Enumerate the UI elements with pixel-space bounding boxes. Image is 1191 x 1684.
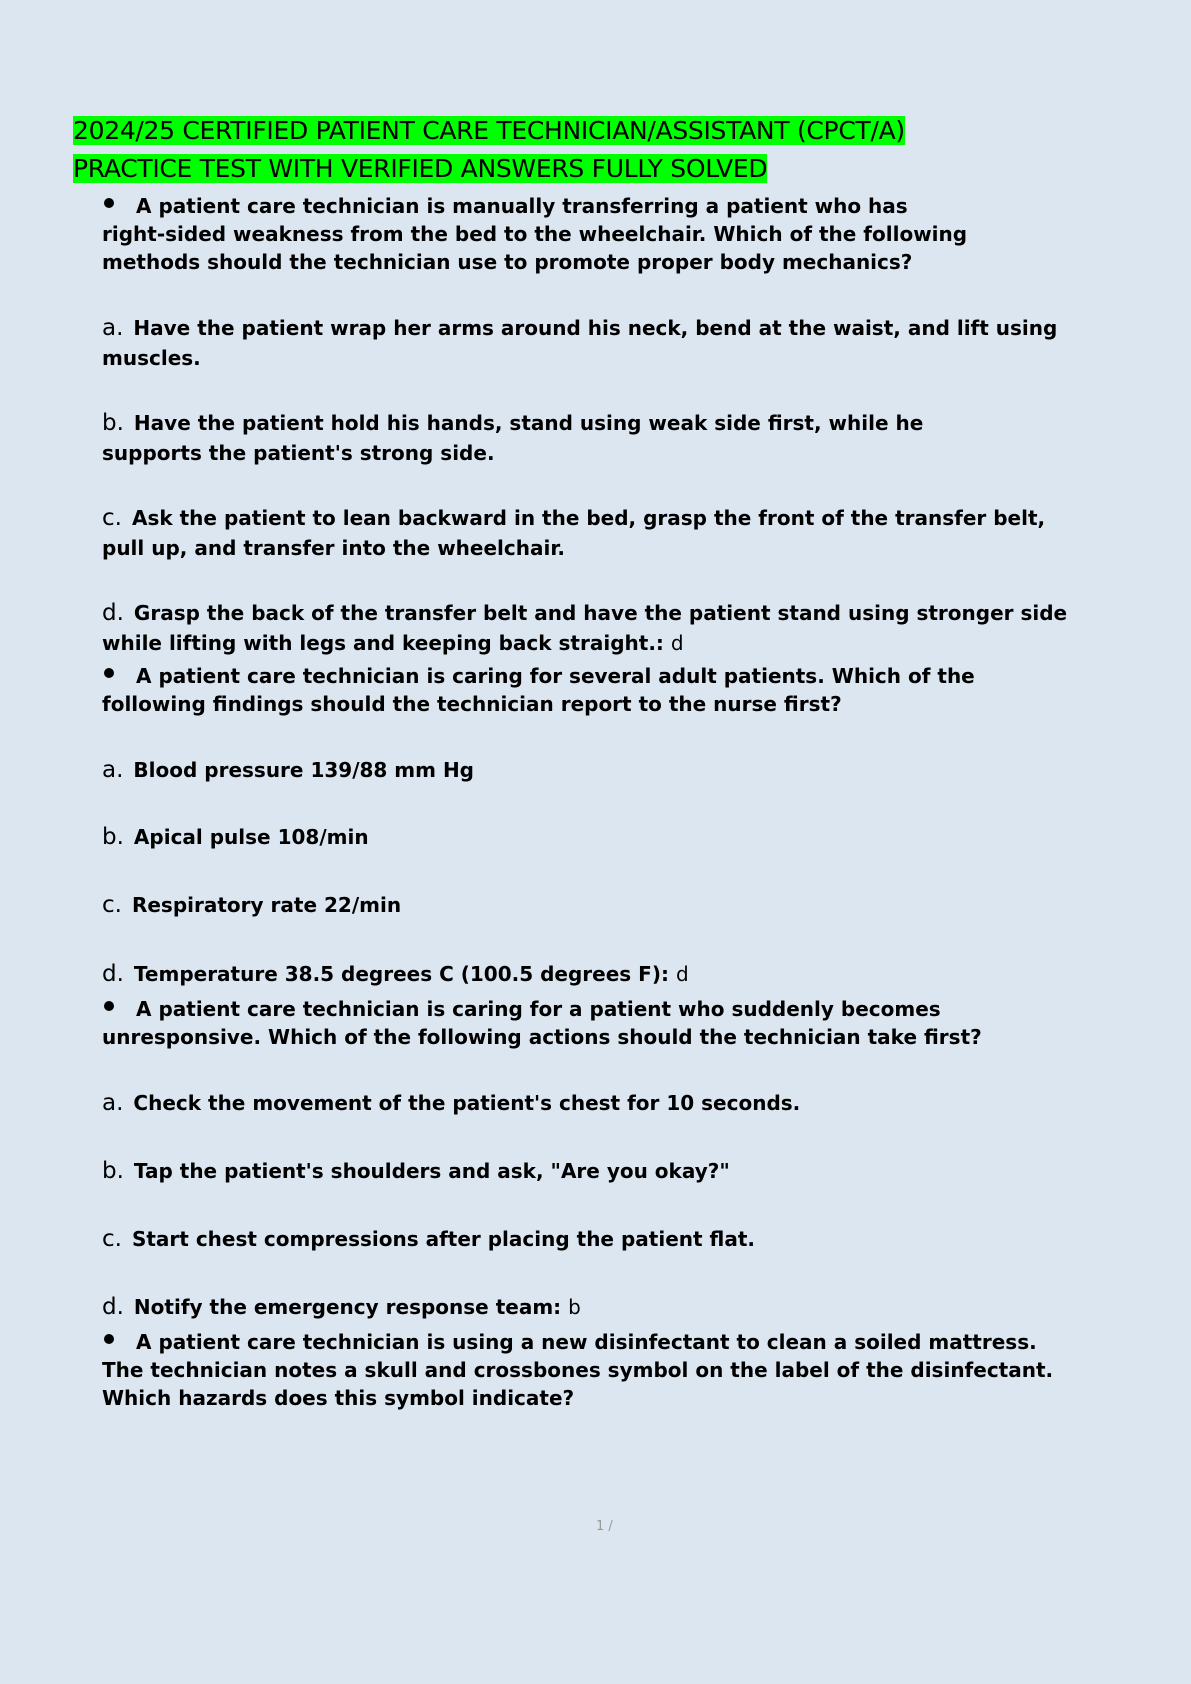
option-a: a. Check the movement of the patient's chest for 10 seconds. [102, 1090, 801, 1116]
answer: b [568, 1295, 581, 1319]
title-line-1: 2024/25 CERTIFIED PATIENT CARE TECHNICIAN/ASSISTANT (CPCT/A) [73, 116, 905, 145]
question-4-text: A patient care technician is using a new disinfectant to clean a soiled mattress. [136, 1330, 1037, 1354]
question-1-text: A patient care technician is manually transferring a patient who has [136, 194, 908, 218]
question-3-text: unresponsive. Which of the following actions should the technician take first? [102, 1025, 982, 1049]
page-number: 1 / [596, 1519, 613, 1534]
option-d: d. Notify the emergency response team: b [102, 1294, 581, 1320]
question-4-text: Which hazards does this symbol indicate? [102, 1386, 575, 1410]
document-title [73, 112, 905, 188]
question-3-text: A patient care technician is caring for a patient who suddenly becomes [136, 997, 941, 1021]
option-a: a. Have the patient wrap her arms around his neck, bend at the waist, and lift using [102, 315, 1058, 341]
option-d: d. Grasp the back of the transfer belt and have the patient stand using stronger side [102, 600, 1068, 626]
answer: d [675, 962, 689, 986]
option-b: b. Have the patient hold his hands, stand using weak side first, while he [102, 410, 924, 436]
option-c: c. Start chest compressions after placing the patient flat. [102, 1226, 755, 1252]
answer: d [670, 631, 684, 655]
bullet-icon [104, 1334, 114, 1344]
option-c: pull up, and transfer into the wheelchair. [102, 536, 565, 560]
question-1-text: right-sided weakness from the bed to the wheelchair. Which of the following [102, 222, 968, 246]
option-a: muscles. [102, 346, 201, 370]
question-2-text: A patient care technician is caring for several adult patients. Which of the [136, 664, 975, 688]
option-c: c. Ask the patient to lean backward in the bed, grasp the front of the transfer belt, [102, 505, 1046, 531]
question-2-text: following findings should the technician report to the nurse first? [102, 692, 842, 716]
bullet-icon [104, 668, 114, 678]
option-a: a. Blood pressure 139/88 mm Hg [102, 757, 474, 783]
question-1-text: methods should the technician use to promote proper body mechanics? [102, 250, 913, 274]
question-4-text: The technician notes a skull and crossbones symbol on the label of the disinfectant. [102, 1358, 1054, 1382]
title-line-2: PRACTICE TEST WITH VERIFIED ANSWERS FULLY SOLVED [73, 154, 768, 183]
option-b: b. Apical pulse 108/min [102, 824, 369, 850]
option-d: d. Temperature 38.5 degrees C (100.5 degrees F): d [102, 961, 689, 987]
bullet-icon [104, 198, 114, 208]
option-b: supports the patient's strong side. [102, 441, 495, 465]
option-c: c. Respiratory rate 22/min [102, 892, 402, 918]
option-d: while lifting with legs and keeping back straight.: d [102, 631, 684, 655]
option-b: b. Tap the patient's shoulders and ask, "Are you okay?" [102, 1158, 730, 1184]
bullet-icon [104, 1001, 114, 1011]
